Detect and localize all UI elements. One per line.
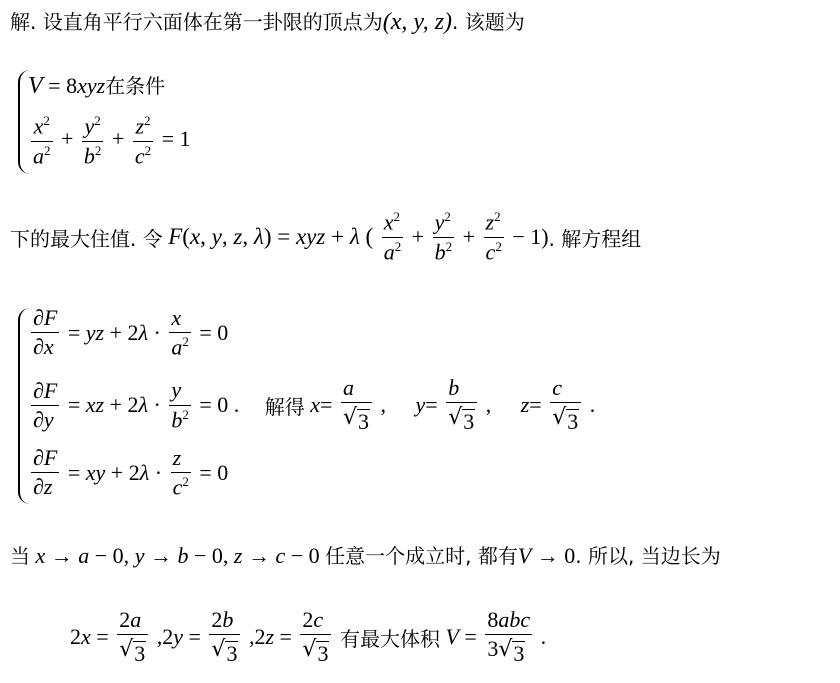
system2-eq1: $\frac{\partial F}{\partial x}$ = yz + 2λ · $\frac{x}{a^2}$ = 0 [33, 305, 229, 360]
system1-condition-text: 在条件 [105, 74, 166, 98]
conclusion-text: 有最大体积 [339, 626, 440, 651]
intro-line [10, 6, 525, 36]
intro-text: . 设直角平行六面体在第一卦限的顶点为 [30, 10, 383, 34]
lagrange-line: 下的最大住值. 令 F(x, y, z, λ) = xyz + λ ( $\frac{x^2}{a^2}$ + $\frac{y^2}{b^2}$ + $\frac{z^2}{c^2}$ − 1). 解方程组 [10, 209, 642, 264]
system1-line1: V = 8xyz在条件 [28, 73, 166, 99]
solution-label: 解 [10, 10, 30, 34]
limit-line: 当 x → a − 0, y → b − 0, z → c − 0 任意一个成立时, 都有V → 0. 所以, 当边长为 [10, 543, 721, 568]
lagrange-text-before: 下的最大住值. 令 [10, 226, 163, 251]
intro-text-2: . 该题为 [452, 10, 525, 34]
system2-eq3: $\frac{\partial F}{\partial z}$ = xy + 2λ · $\frac{z}{c^2}$ = 0 [33, 445, 229, 500]
system1-line2: $\frac{x^2}{a^2}$ + $\frac{y^2}{b^2}$ + $\frac{z^2}{c^2}$ = 1 [33, 113, 191, 168]
limit-text-before: 当 [10, 544, 30, 568]
system2-eq2: $\frac{\partial F}{\partial y}$ = xz + 2λ · $\frac{y}{b^2}$ = 0 . 解得 x= a √ 3 , y= b √ 3 , z= c √ 3 . [33, 375, 596, 435]
conclusion-line: 2x = 2a √ 3 ,2y = 2b √ 3 ,2z = 2c √ 3 有最大体积 V = 8abc 3 √ 3 . [70, 607, 547, 667]
limit-text-mid: 任意一个成立时, 都有 [325, 544, 518, 568]
vertex-point: (x, y, z) [382, 9, 453, 35]
lagrange-text-after: . 解方程组 [548, 226, 642, 251]
solve-text: 解得 [264, 394, 305, 419]
limit-text-after: . 所以, 当边长为 [575, 544, 721, 568]
